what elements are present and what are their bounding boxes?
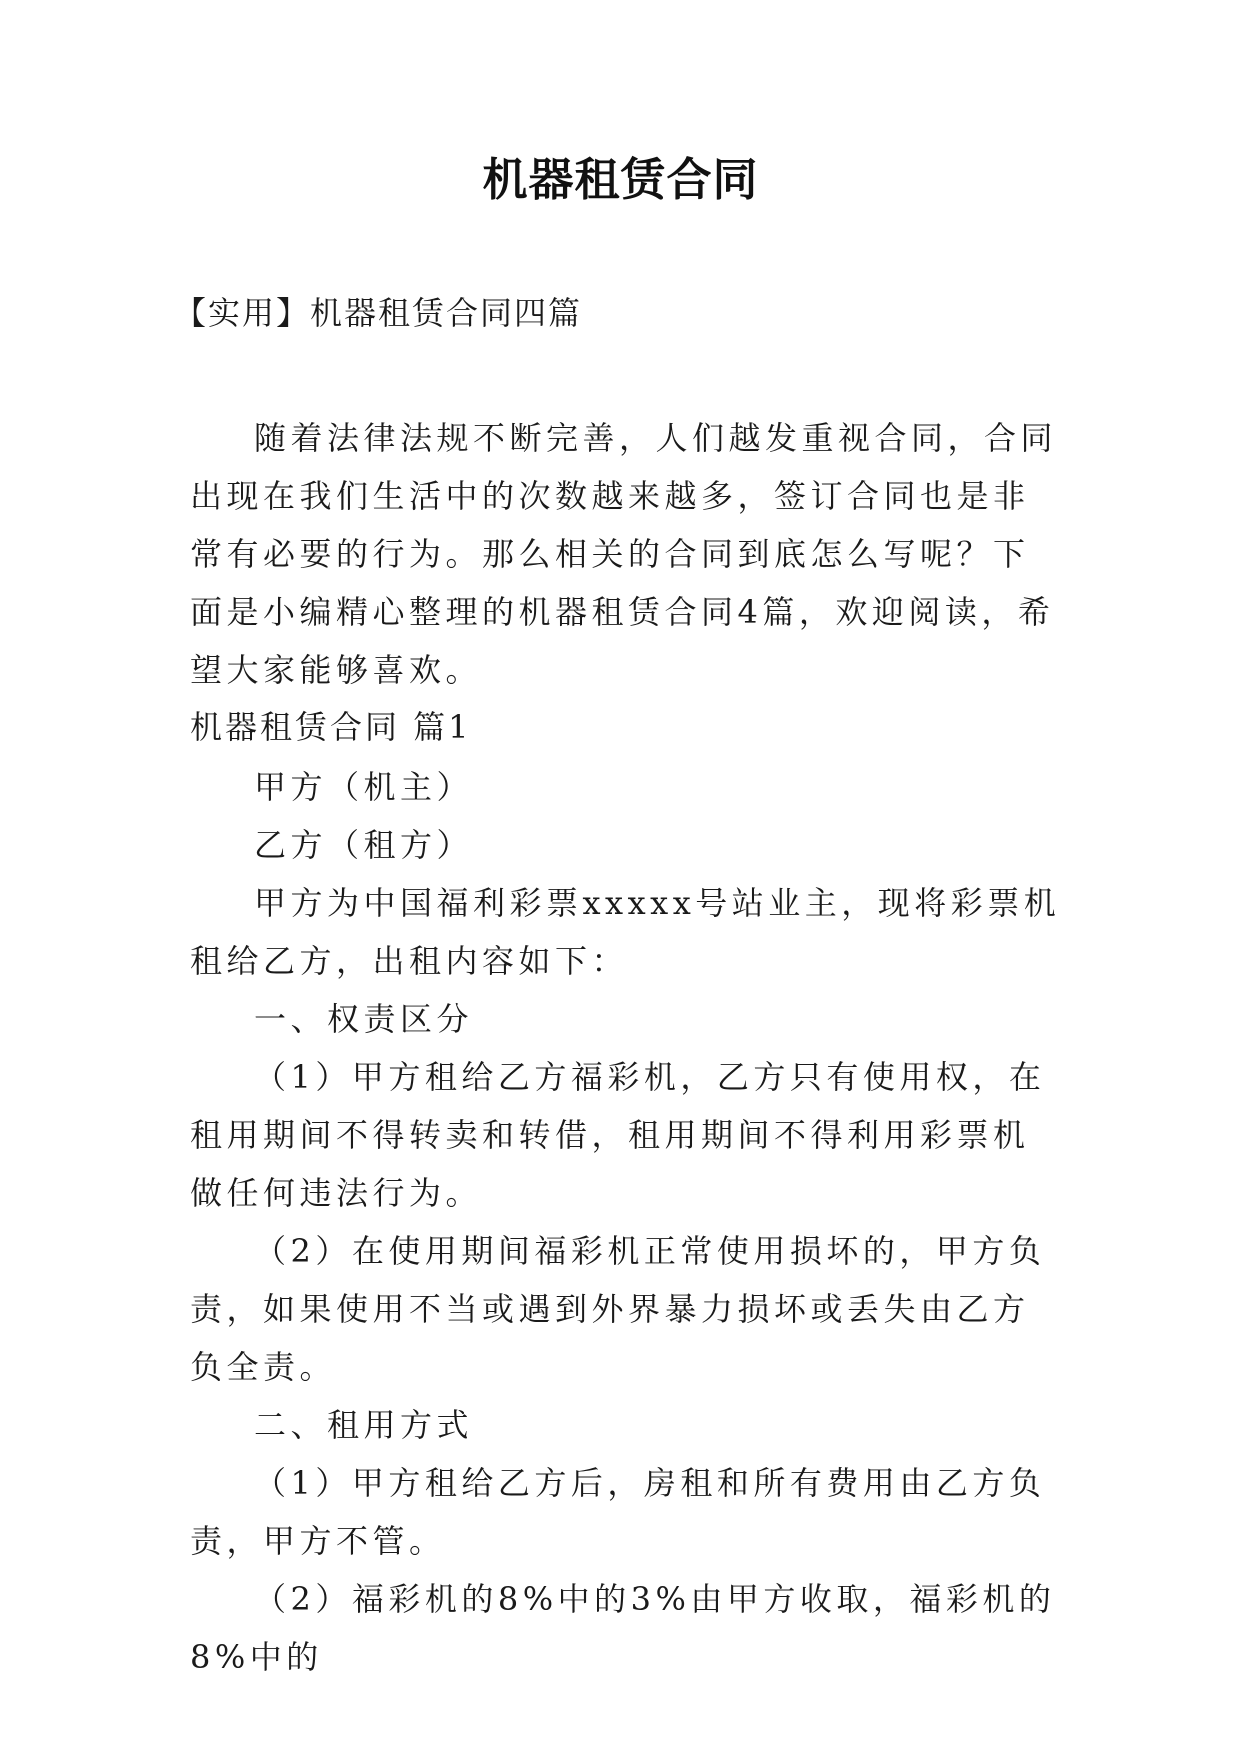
body-paragraph: （1）甲方租给乙方后，房租和所有费用由乙方负责，甲方不管。	[190, 1464, 1046, 1560]
body-paragraph: 甲方为中国福利彩票xxxxx号站业主，现将彩票机租给乙方，出租内容如下：	[190, 884, 1061, 980]
body-paragraph: （2）福彩机的8%中的3%由甲方收取，福彩机的8%中的	[190, 1580, 1056, 1676]
document-title: 机器租赁合同	[482, 153, 759, 206]
contract-body	[190, 758, 1065, 1686]
body-paragraph: （1）甲方租给乙方福彩机，乙方只有使用权，在租用期间不得转卖和转借，租用期间不得利用彩票机做任何违法行为。	[190, 1058, 1046, 1212]
party-b-line: 乙方（租方）	[254, 826, 474, 864]
clause-heading: 二、租用方式	[254, 1406, 474, 1444]
body-paragraph: （2）在使用期间福彩机正常使用损坏的，甲方负责，如果使用不当或遇到外界暴力损坏或丢失由乙方负全责。	[190, 1232, 1046, 1386]
intro-paragraph: 随着法律法规不断完善，人们越发重视合同，合同出现在我们生活中的次数越来越多，签订合同也是非常有必要的行为。那么相关的合同到底怎么写呢？下面是小编精心整理的机器租赁合同4篇，欢迎阅读，希望大家能够喜欢。	[190, 419, 1058, 689]
clause-heading: 一、权责区分	[254, 1000, 474, 1038]
document-subtitle: 【实用】机器租赁合同四篇	[174, 294, 583, 332]
section-heading: 机器租赁合同 篇1	[190, 708, 472, 746]
party-a-line: 甲方（机主）	[254, 768, 474, 806]
